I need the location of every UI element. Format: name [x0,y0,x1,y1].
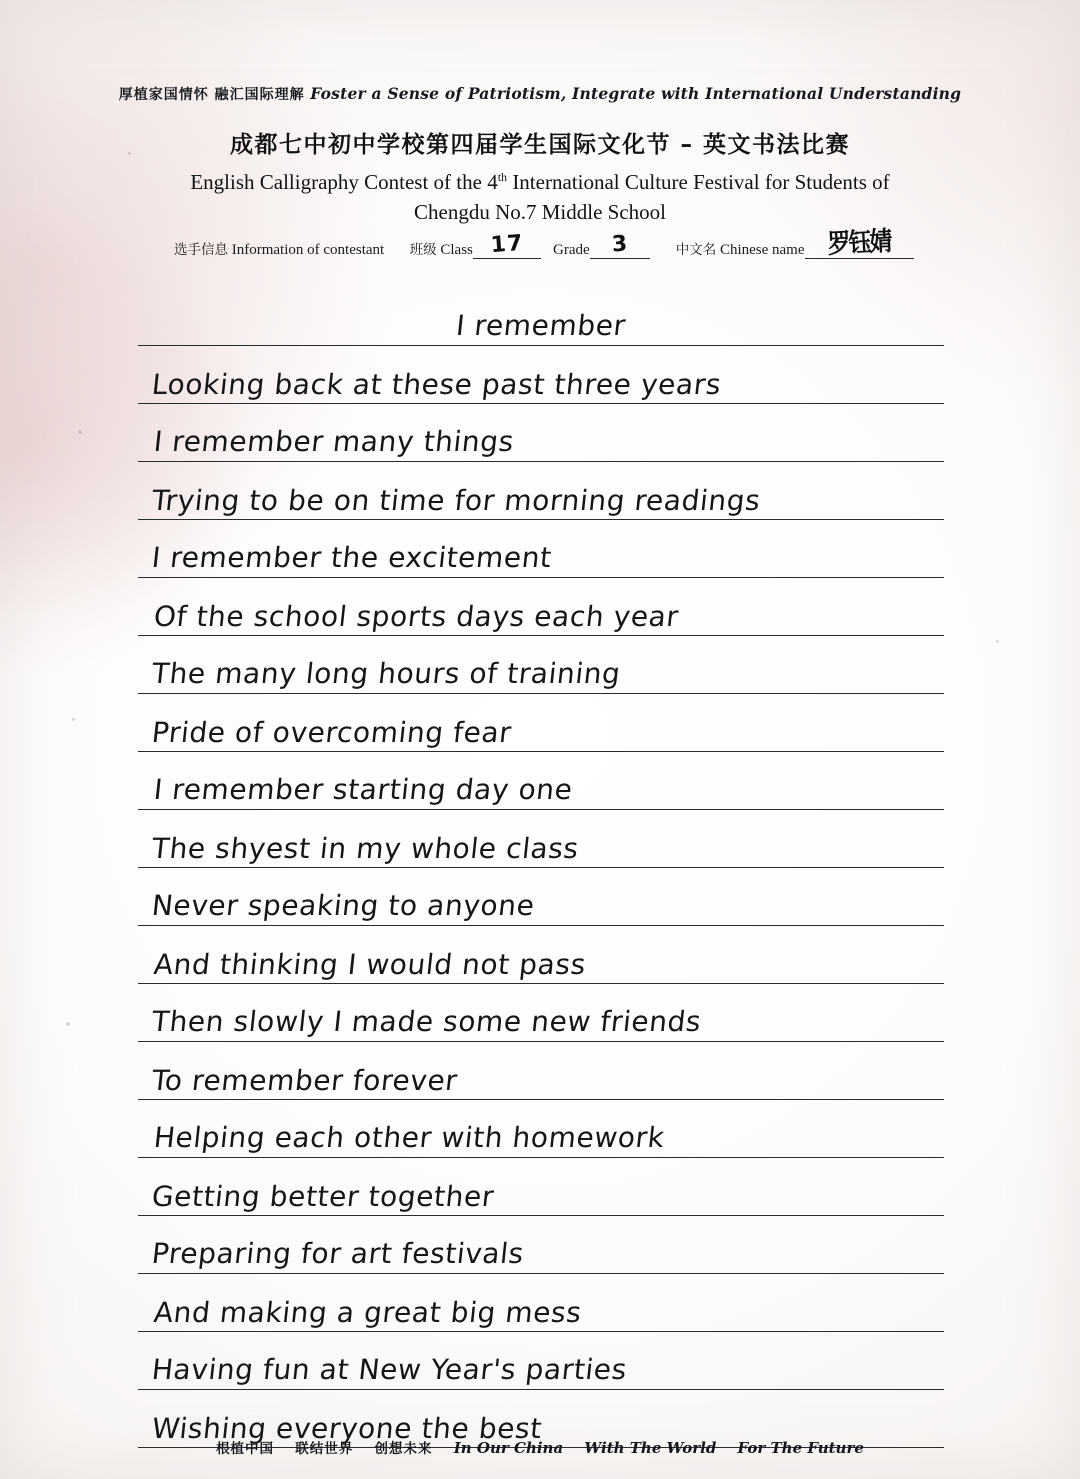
writing-line [138,288,944,346]
handwritten-text: Then slowly I made some new friends [150,1005,703,1038]
festival-motto-english: Foster a Sense of Patriotism, Integrate with International Understanding [310,84,962,103]
writing-line [138,984,944,1042]
chinese-name-value: 罗钰婧 [827,226,892,260]
writing-line [138,694,944,752]
chinese-name-field[interactable] [805,226,914,260]
page-title-english-part1: English Calligraphy Contest of the 4 [190,170,498,194]
grade-value: 3 [610,231,630,258]
writing-line [138,752,944,810]
festival-motto [0,84,1080,104]
handwritten-text: And making a great big mess [152,1296,584,1329]
handwritten-text: The shyest in my whole class [150,832,581,865]
handwritten-text: I remember [454,309,628,342]
handwritten-text: The many long hours of training [150,657,623,690]
handwriting-lines [138,288,944,1448]
scan-speck [72,718,75,721]
footer-slogan-en-3: For The Future [737,1439,864,1457]
chinese-name-label-en: Chinese name [719,242,805,258]
handwritten-text: I remember the excitement [150,541,554,574]
footer-slogan-en-1: In Our China [453,1439,564,1457]
writing-line [138,1158,944,1216]
writing-line [138,578,944,636]
page-title-english-part2: International Culture Festival for Students of [507,170,890,194]
writing-line [138,346,944,404]
handwritten-text: Preparing for art festivals [150,1237,526,1270]
writing-line [138,1216,944,1274]
handwritten-text: Having fun at New Year's parties [150,1353,629,1386]
writing-line [138,636,944,694]
writing-line [138,1100,944,1158]
festival-motto-chinese: 厚植家国情怀 融汇国际理解 [118,87,305,103]
grade-label: Grade [553,242,590,258]
page-footer-slogan [0,1437,1080,1457]
handwritten-text: Never speaking to anyone [150,889,537,922]
chinese-name-label [676,238,805,259]
ordinal-suffix: th [497,170,508,184]
scan-speck [78,430,82,434]
contestant-info-label-cn: 选手信息 [174,242,228,258]
class-label-cn: 班级 [409,242,437,258]
writing-line [138,1042,944,1100]
page-title-english [0,162,1080,227]
class-label [410,238,473,259]
contestant-info-label-en: Information of contestant [231,242,385,258]
scan-speck [996,640,999,643]
writing-line [138,404,944,462]
footer-slogan-en-2: With The World [584,1439,717,1457]
footer-slogan-cn-3: 创想未来 [374,1441,433,1457]
grade-field[interactable] [590,231,651,259]
writing-line [138,868,944,926]
writing-line [138,462,944,520]
class-field[interactable] [473,230,541,259]
handwritten-text: Of the school sports days each year [152,600,681,633]
handwritten-text: I remember many things [152,425,516,458]
handwritten-text: And thinking I would not pass [152,948,588,981]
page-title-english-line2: Chengdu No.7 Middle School [414,200,666,224]
footer-slogan-cn-2: 联结世界 [295,1441,354,1457]
handwritten-text: Trying to be on time for morning readings [150,484,763,517]
scan-speck [66,1022,70,1026]
class-value: 17 [489,230,525,259]
class-label-en: Class [440,242,473,258]
contestant-info-label [174,238,384,259]
writing-line [138,1332,944,1390]
handwritten-text: Looking back at these past three years [150,368,723,401]
contestant-info-row [174,226,914,260]
writing-line [138,926,944,984]
handwritten-text: Getting better together [150,1180,496,1213]
handwritten-text: I remember starting day one [152,773,575,806]
writing-line [138,810,944,868]
handwritten-text: To remember forever [150,1064,460,1097]
handwritten-text: Pride of overcoming fear [150,716,514,749]
footer-slogan-cn-1: 根植中国 [216,1441,275,1457]
writing-line [138,520,944,578]
handwritten-text: Wishing everyone the best [150,1412,544,1445]
page-title-chinese: 成都七中初中学校第四届学生国际文化节 – 英文书法比赛 [229,132,850,158]
writing-line [138,1274,944,1332]
handwritten-text: Helping each other with homework [152,1121,667,1154]
chinese-name-label-cn: 中文名 [675,242,717,258]
